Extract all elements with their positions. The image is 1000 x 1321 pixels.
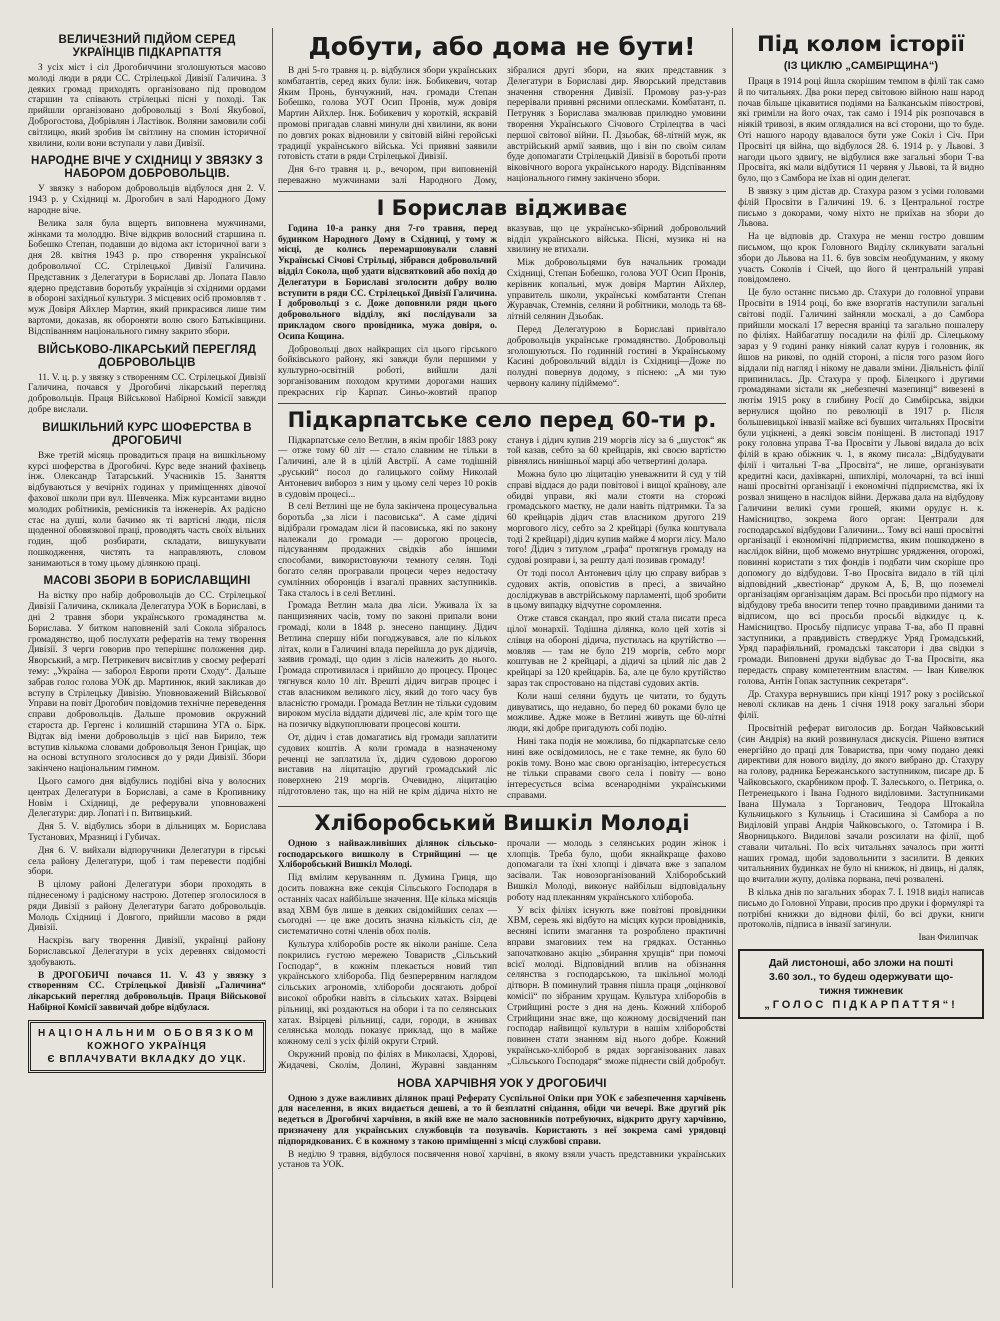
banner-line: Є ВПЛАЧУВАТИ ВКЛАДКУ ДО УЦК. xyxy=(47,1053,247,1065)
article-paragraph: Година 10-а ранку дня 7-го травня, перед будинком Народного Дому в Східниці, у тому ж місці, де колись перемаршовували славні Українські Січові Стрільці, зібрався добровольчий відділ Сокола, щоб удати відсвятковий або похід до Делегатури в Бориславі зголосити добру волю вступити в ряди СС. Стрілецької Дивізії Галичина. І добровольці з с. Доже доповнили ряди цього добровольного відділу, які послідували за прикладом свого провідника, мужа довіря, о. Осипа Кощина. xyxy=(278,223,497,342)
article-paragraph: Одною з найважливіших ділянок сільсько-господарського вишколу в Стрийщині — це Хліборобський Вишкіл Молоді. xyxy=(278,838,497,871)
ad-line: 3.60 зол., то будеш одержувати що- xyxy=(769,971,953,984)
article-paragraph: Одною з дуже важливих ділянок праці Реферату Суспільної Опіки при УОК є забезпечення харчівень для населення, в яких видається дешеві, а то й безплатні снідання, обіди чи вечері. Вже другий рік ведеться в Дрогобичі харчівня, в якій вже не мало засновників потребуючих, відкрито другу харчівню, призначену для українських службовців та позувачів. Користають з неї зокрема самі урядовці підпорядкованих. Є в кожному з такою приміщенні з місці службові справи. xyxy=(278,1093,726,1147)
banner-line: НАЦІОНАЛЬНИМ ОБОВЯЗКОМ xyxy=(38,1027,256,1039)
section-divider xyxy=(278,403,726,404)
article-paragraph: В кілька днів по загальних зборах 7. І. 1918 виділ написав письмо до Головної Управи, просив про друки і формулярі та потрібні книжки до віднови філії, бо всі друки, книги протоколів, підписа в інвазії загинули. xyxy=(738,887,984,931)
article-paragraph: В звязку з цим дістав др. Стахура разом з усіми головами філій Просвіти в Галичині 19. 6. з Центральної гостре письмо з докорами, чому ніхто не приїхав на збори до Львова. xyxy=(738,186,984,230)
article-headline: Хліборобський Вишкіл Молоді xyxy=(314,810,690,835)
article-paragraph: Це було останнє письмо др. Стахури до головної управи Просвіти в 1914 році, бо вже взоргатів наступили загальні світові події. Галичині зайняли москалі, а до Самбора прийшли москалі 17 вересня враніці та загально пошалеру по філіях. Найбагатшу посадили на філії др. Сілецькому зараз у 9 годині ранку ніякий салат курув і головник, як йшов на рикові, по одній стороні, а після того разом його віддали під нагляд і нікому не давали зміни. Діяльність філії припинилась. Др. Стахура у проф. Білецкого і другими громадянами зістали як „небезпечні мазепинці“ вивезені в лютім 1915 року в глибину Росії до Симбірська, звідки вернулися щойно по революції в 1917 р. Після большевицької інвазії майже всі бувших читальнях Просвіти були уцікнені, а деякі зовсім поніщені. В листопаді 1917 року головна управа Т-ва Просвіти у Львові видала до всіх філій в краю обіжник ч. 1, в якому писала: „Відбудувати філії і читальні Т-ва „Просвіта“, не лише, організувати кредитні каси, дахівкарні, шпихлірі, молочарні, та всі інші наші просвітні організації і економічні підприємства, які їх розвал знищено в наслідок війни. Держава дала на відбудову Галичини великі суми грошей, якими орудує н. к. Намісництво, зокрема його орган: Централи для господарської відбудови Галичини... Тому всі наші просвітні організації і економічні підприємства, яким пошкоджено в наслідок війни, щоб можемо внутрішнє урядження, огорожі, повинні користати з тих фондів і подбати чим скоріше про допомогу до відбудови. Т-во Просвіта видало в тій цілі відповідний „квестіонар“ друком А, Б, В, що поземелі організаціям організаціям дарам. Всі просьби про підмогу на відбудову треба вносити тепер точно правдивими даними та відписом, що всі просьби просьбі відкидує ц. к. Намісництво. Просьбу підписує управа Т-ва, або П правні заступники, а правдивість стверджує Уряд Громадський, Уряд парафіяльний, громадські таксатори і два свідки з громади. Виповнені друки відбуває до Т-ва Просвіти, яка передасть справу компетентним властям. — Іван Кивелюк голова, Антін Гопак заступник секретаря“. xyxy=(738,288,984,687)
article-headline: ВЕЛИЧЕЗНИЙ ПІДЙОМ СЕРЕД УКРАЇНЦІВ ПІДКАРПАТТЯ xyxy=(58,34,236,59)
column-center xyxy=(278,28,726,1318)
article-headline: НОВА ХАРЧІВНЯ УОК У ДРОГОБИЧІ xyxy=(397,1077,607,1090)
article-paragraph: Дня 5. V. відбулись збори в дільницях м. Борислава Тустанових, Мразниці і Губичах. xyxy=(28,822,266,844)
article-body xyxy=(278,66,726,187)
article-paragraph: Громада Ветлин мала два ліси. Уживала їх за панщизняних часів, тому по законі припали вони громаді, коли в 1848 р. знесено панщину. Дідич Ветлина спершу ніби погоджувався, але по кількох літах, коли в Галичині влада перейшла до рук дідичів, заявив громаді, що один з лісів належить до нього. Громада спротивилася і прийшло до процесу. Процес тягнувся коло 10 літ. Врешті дідич виграв процес і став власником великого лісу, який до того часу був власністю громади. Громада Ветлин не тільки судовим вироком мусіла віддати дідичеві ліс, але крім того ще на позичку відкупоплювати процесові кошти. xyxy=(278,601,497,731)
article-headline: ВИШКІЛЬНИЙ КУРС ШОФЕРСТВА В ДРОГОБИЧІ xyxy=(42,421,252,447)
article-paragraph: В дні 5-го травня ц. р. відбулися збори українських комбатантів, серед яких були: інж. Бобикевич, чотар Яким Пронь, бунчужний, нач. громади Степан Бобешко, голова УОТ Осип Пронів, муж довіря Мартин Айхлер. Інж. Бобикевич у короткій, яскравій промові пригадав славні минули дні хвилини, як вони по довгих роках відновили у світовій війні геройські традиції українського війська. Усі приявні заявили готовість стати в ряди Стрілецької Дивізії. xyxy=(278,66,497,163)
ad-line: тижня тижневик xyxy=(819,985,903,998)
article-body xyxy=(278,839,726,1072)
article-paragraph: Просвітній реферат виголосив др. Богдан Чайковський (син Андрія) на який розвинулася дискусія. Рішено взятися енергійно до праці для Товариства, при чому подано деякі директиви для нового виділу, до якого вибрано др. Стахуру на голову, радника Бережанського заступником, писаре др. Б Чайковського, скарбником проф. Т. Залеського, о. Петрика, о. Петренецького і Івана Годного виділовими. Заступниками Івана Шумала з Торганович, Теодора Штокайла Кульчицького з Кульчиць і Стасишина зі Самбора а по Виділовій управі Андрія Чайковського, о. Татомира і В. Яворницького. Видилові зачали розсилати на філії, щоб ставали читальні. По всіх читальнях зачалось при житті наших громад, щоби задовольнити з засилити. В деяких читальняних будинках не було ні книжок, ні двиць, ні даляк, що вчиталии жупу, долівка порвана, печі розвалені. xyxy=(738,724,984,886)
article-paragraph: Цього самого дня відбулись подібні віча у волосних центрах Делегатури в Бориславі, а саме в Кропивнику Новім і Східниці, де реферували уповноважені Делегатури: дир. Лопаті і п. Витвицький. xyxy=(28,777,266,820)
ad-line: Дай листоноші, або зложи на пошті xyxy=(768,957,954,970)
article-paragraph: З усіх міст і сіл Дрогобиччини зголошуються масово молоді люди в ряди СС. Стрілецької Дивізії Галичина. З деяких громад приходять організовано під проводом старшин та співають стрілецькі пісні у поході. Так прийшли організовано добровольці з Волі Якубової, Доброгостова, Добрівлян і Ластівок. Воляни замовили собі світлицю, який зробив їм світлину на спомин історичної хвилини, коли вони вступали у лави Дивізії. xyxy=(28,63,266,149)
article-paragraph: На вістку про набір добровольців до СС. Стрілецької Дивізії Галичина, скликала Делегатура УОК в Бориславі, в дні 2 травня збори українського громадянства м. Борислава. У битком наповненій залі Сокола зібралось громадянство, щоб послухати рефератів на тему творення Дивізії. З черги говорив про теперішнє положення дир. Яворський, а мгр. Петрикевич висвітлив у своєму рефераті тему: „Україна — заборол Европи проти Сходу“. Дальше забрав голос голова УОК др. Мартинюк, який закликав до вступу в Стрілецьку Дивізію. Уповноважений Військової Управи на повіт Дрогобич повідомив технічне переведення справи добровольців. Дальше промовив окружний староста др. Гергенс і колишній старшина УГА о. Бірк. Відтак від імени добровольців з цієї нав Бирило, теж вступив кількома словами добровольця Зенон Гриціак, що на основі вступного зголосився до у ряди Дивізії. Збори закінчено національним гимном. xyxy=(28,591,266,775)
column-divider xyxy=(732,28,733,1288)
article-paragraph: Велика заля була вщерть виповнена мужчинами, жінками та молоддю. Віче відкрив волосний старшина п. Бобешко Степан, подавши до відома акт історичної ваги з дня 28. квітня 1943 р. про створення української добровольчої СС. Стрілецької Дивізії Галичина. Представник з Делегатури в Бориславі др. Лопата Павло ядерно представив боротьбу українців зі східними ордами в обороні західньої культури. З місцевих осіб промовляв т . муж Довіря Айхлер Мартин, який прикрасився лише тим вартоми, доказав, як обороняти волю свого Батьківщини. Відспіванням національного гимну закрито збори. xyxy=(28,218,266,337)
history-article-body xyxy=(738,77,984,931)
article-headline: І Борислав відживає xyxy=(376,195,628,220)
article-paragraph: Під вмілим керуванням п. Думина Гриця, що досить поважна вже секція Сільського Господаря в останніх часах найбільше значення. Ще кілька місяців взад ХВМ був лише в деяких свідомійших селах — сьогодні — це вже досить значна кількість сіл, де систематично сотні членів обох полів. xyxy=(278,873,497,938)
article-paragraph: От тоді посол Антоневич цілу цю справу вибрав з судових актів, оповістив в пресі, а звичайно досліджував в австрійському парламенті, щоб зробити в цьому випадку відчутне соромлення. xyxy=(507,569,726,612)
article-headline: МАСОВІ ЗБОРИ В БОРИСЛАВЩИНІ xyxy=(43,575,251,588)
article-paragraph: У звязку з набором добровольців відбулося дня 2. V. 1943 р. у Східниці м. Дрогобич в залі Народного Дому народне віче. xyxy=(28,184,266,216)
article-headline: Добути, або дома не бути! xyxy=(308,32,696,61)
article-paragraph: Окружний провід по філіях в Миколаєві, Хдорові, Жидачеві, Сколім, Долині, Журавні завданням прочали — молодь з селянських родин жінок і хлопців. Треба було, щоби якнайкраще фахово допомагали та їхні хлопці і дівчата вже з запалом засівали. Так новозорганізований Хліборобський Вишкіл Молоді, виконує найбільш відповідальну роботу над плеканням українського хлібороба. xyxy=(278,838,726,1071)
article-paragraph: На це відповів др. Стахура не менш гостро довшим письмом, що крок Головного Виділу скликувати загальні збори до Львова на 11. 6. був зовсім необдуманим, у якому участь Соколів і Січей, що його й центральній управі повідомлено. xyxy=(738,232,984,286)
article-paragraph: Др. Стахура вернувшись при кінці 1917 року з російської неволі скликав на день 1 січня 1918 року загальні збори філії. xyxy=(738,689,984,722)
section-divider xyxy=(278,806,726,807)
article-signature: Іван Филипчак xyxy=(918,933,978,944)
article-paragraph: Вже третій місяць провадиться праця на вишкільному курсі шоферства в Дрогобичі. Курс веде знаний фахівець інж. Олександр Татарський. Учасників 15. Заняття відбуваються у вечірніх годинах у приміщеннях дівочої фахової школи при вул. Шевченка. Між курсантами видно молодих робітників, ремісників та інженерів. Ах радісно стає на душі, коли бачимо як ті вартісні люди, після щоденної обовязкової праці, проводять часть своїх вільних годин, щоб розбирати, складати, вишукувати пошкодження, чистять та направляють, словом занимаються в тому цьому ділянкою праці. xyxy=(28,450,266,569)
article-paragraph: Можна було цю ліцитацію уневажнити й суд у тій справі віддася до ради повітової і вищої країнову, але обидві управи, які мали стояти на сторожі громадського маєтку, не дали навіть підтримки. Та за 60 крейцарів дідич став власником другого 219 моргового лісу, себто за 2 крейцарі (булка коштувала тоді 2 крейцарі) дідич купив майже 4 морги лісу. Мало того! Дідич з титулом „графа“ протягнув громаду на судові розправи і, за решту далі позивав громаду! xyxy=(507,469,726,567)
article-paragraph: Добровольці двох найкращих сіл цього гірського бойківського району, які завжди були першими у культурно-освітній роботі, вийшли далі зорганізованим походом крутими дорогами наших прекрасних гір Карпат. Синьо-жовтий прапор вказував, що це українсько-збірний добровольчий відділ українського війська. Пісні, музика ні на хвилину не втихали. xyxy=(278,223,726,398)
article-paragraph: Наскрізь вагу творення Дивізії, українці району Бориславської Делегатури в усіх деревнях свідомості здобувають. xyxy=(28,936,266,968)
article-paragraph: В селі Ветлині ще не була закінчена процесувальна боротьба „за ліси і пасовиська“. А саме дідичі відібрали громадам ліси й пасовиська, які по закону належали до громади — дорогою процесів, підсуванням продажних свідків або іншими способами, використовуючи темноту селян. Тоді богато селян програвали процеси через недостачу сумлінних оборонців і взагалі правних заступників. Така сталось і в селі Ветлині. xyxy=(278,502,497,599)
article-paragraph: Підкарпатське село Ветлин, в якім пробіг 1883 року — отже тому 60 літ — стало славним не тільки в Галичині, але й в цілій Австрії. А саме тодішній „руський“ посол до галицького сойму Николай Антоневич вибороз з ним у цьому селі через 10 років в судовім процесі... xyxy=(278,435,497,500)
article-body xyxy=(278,224,726,399)
article-paragraph: В ДРОГОБИЧІ почався 11. V. 43 у звязку з створенням СС. Стрілецької Дивізії „Галичина“ лікарський перегляд добровольців. Праця Військової Набірної Комісії заввичай добре відбулася. xyxy=(28,970,266,1013)
article-paragraph: 11. V. ц. р. у звязку з створенням СС. Стрілецької Дивізії Галичина, почався у Дрогобичі лікарський перегляд добровольців. Праця Військової Набірної Комісії завжди добре вислали. xyxy=(28,372,266,415)
newspaper-page xyxy=(28,28,984,1318)
article-headline: Підкарпатське село перед 60-ти р. xyxy=(287,407,717,432)
article-paragraph: Культура хліборобів росте як ніколи раніше. Села покрились густою мережею Товариств „Сільський Господар“, в кожнім плекається новий тип українського хлібороба. Під безперервним наглядом сільських агрономів, хлібороби досягають доброї високої обробки навіть в сільських хатах. Взірцеві рільниці, які роздаються на обори і та по селянських хатах. Взірцеві рільниці, сади, городи, в жнивах селянська молодь показує приклад, що в майже кожному селі з усіх філій округи Стрий. xyxy=(278,939,497,1048)
article-paragraph: В неділю 9 травня, відбулося посвячення нової харчівні, в якому взяли участь представники українських установ та УОК. xyxy=(278,1149,726,1171)
history-headline: Під колом історії xyxy=(757,32,965,56)
article-paragraph: Перед Делегатурою в Бориславі привітало добровольців українське громадянство. Добровольці зголошуються. По годинній гостині в Українському Касині добровольчий відділ із Східниці—Доже по полудні повернув додому, з піснею: „А ми тую червону калину підіймемо“. xyxy=(507,324,726,389)
article-paragraph: Дня 6. V. вийхали відпоручники Делегатури в гірські села району Делегатури, щоб і там перевести подібні збори. xyxy=(28,845,266,878)
column-divider xyxy=(272,28,273,1288)
article-paragraph: У всіх філіях існують вже повітові провідники ХВМ, серезь які відбуто на місцях курси провідників, весняні іспити змагання та розроблено практичні вправи змаговиих тем на грядках. Останньо започатковано акцію „збирання хрущів“ при помочі всієї молоді. Відповідний вплив на обізнання селянства з господарською, та шкільної молоді дітворн. В поминулий травня пішла праця „оцінкової комісії“ по зібраним хрущам. Культура хліборобів в Стрийщині росте з дня на день. Кожний хлібороб Стрийщини знає вже, що кожному досвідчений пан господар найвищої культури в нашім хліборобстві повинен стати знанням від нього добре. Кожний українсько-хлібороб в рядах зорганізованих лавах „Сільського Господаря“ зможе піднести свій добробут. xyxy=(507,905,726,1067)
article-paragraph: Нині така подія не можлива, бо підкарпатське село нині вже освідомилось, не є таке темне, як було 60 років тому. Воно має свою організацію, інтересується не тільки справами свого села і повіту — воно інтересується всіма всенародніми українськими справами. xyxy=(507,737,726,802)
article-body xyxy=(278,436,726,802)
subscription-ad xyxy=(738,949,984,1019)
article-paragraph: Отже стався скандал, про який стала писати преса цілої монархії. Тодішна ділянка, коло цей хотів зі слівця на обороні дідича, пустилась на крутійство — мовляв — там не було 219 моргів, себто морг коштував не 2 крейцарі, а дідичі за цілий ліс дав 2 крейцарі за 120 крейцарів. Ба, але це було крутійство зараз так спростовано на підставі судових актів. xyxy=(507,614,726,690)
article-headline: НАРОДНЕ ВІЧЕ У СХІДНИЦІ У ЗВЯЗКУ З НАБОРОМ ДОБРОВОЛЬЦІВ. xyxy=(30,155,264,181)
article-paragraph: Між добровольцями був начальник громади Східниці, Степан Бобешко, голова УОТ Осип Пронів, керівник копальні, муж довіря Мартин Айхлер, управитель школи, українські комбатанти Степан Журавчак, Стемнів, селяни й робітники, молодь та 68-літній селянин Дзьобак. xyxy=(507,258,726,323)
article-headline: ВІЙСЬКОВО-ЛІКАРСЬКИЙ ПЕРЕГЛЯД ДОБРОВОЛЬЦІВ xyxy=(37,343,257,369)
section-divider xyxy=(278,191,726,192)
article-paragraph: Дня 6-го травня ц. р., вечором, при виповненій переважно мужчинами залі Народного Дому, зібралися другі збори, на яких представник з Делегатури в Бориславі дир. Яворський представив значення створення Дивізії. Промову раз-у-раз перерівали приявні рясними оплесками. Комбатант, п. Петруняк з Борислава змалював прилюдно умовини творення Українського Січового Стрілецтва в часі першої світової війни. П. Дзьобак, 68-літній муж, як австрійський армії заявив, що і він по своїм силам буде допомагати Стрілецькій Дивізії в боротьбі проти віковічного ворога українського народу. Відспіванням національного гимну закінчено збори. xyxy=(278,66,726,186)
article-paragraph: От, дідич і став домагатись від громади заплатити судових коштів. А коли громада в назначеному реченці не заплатила їх, дідич судовою дорогою виставив на ліцитацію другий громадський ліс поверхнею 219 моргів. Очевидно, ліцитацію підготовлено так, що на ній не крім дідича ніхто не станув і дідич купив 219 моргів лісу за 6 „шусток“ як той казав, себто за 60 крейцарів, які своєю вартістю рівнялись нинішньої марці або четвертині долара. xyxy=(278,435,726,798)
article-body xyxy=(278,1094,726,1172)
uck-banner xyxy=(28,1020,266,1073)
article-paragraph: Праця в 1914 році йшла скорішим темпом в філії так само й по читальнях. Два роки перед світовою війною наш народ почав більше цікавитися подіями на Балканськім півострові, які гриміли на його очах, так само і 1914 рік розпочався в ніякій тривозі, в яким оглядалися на всі сторони, що то буде. Оті нашого народу вдавалося бути уже Сокіл і Січ. При Просвіті ця війна, що відбулося 28. 6. 1914 р. у Львові. З нагоди цього здвигу, не відбулися вже загальні збори Т-ва Просвіта, які мали відбутися 11 червня у Львові, та й видно було, що з Самбора не їхав ні один делегат. xyxy=(738,77,984,185)
history-subheadline: (ІЗ ЦИКЛЮ „САМБІРЩИНА“) xyxy=(783,60,939,72)
column-left xyxy=(28,28,266,1318)
article-paragraph: В цілому районі Делегатури збори проходять в піднесеному і радісному настрою. Дотепер зголосилося в ряди Дивізії з району Делегатури багато добровольців. Молодь Східниці і Довгого, прийшли масово в ряди Дивізії. xyxy=(28,880,266,934)
ad-paper-name: „ГОЛОС ПІДКАРПАТТЯ“! xyxy=(764,999,958,1012)
banner-line: КОЖНОГО УКРАЇНЦЯ xyxy=(87,1040,207,1052)
article-paragraph: Коли наші селяни будуть це читати, то будуть дивуватись, що недавно, бо перед 60 роками було це можливе. Адже може в Ветлині живуть ще 60-літні люди, які добре пригадують собі подію. xyxy=(507,691,726,735)
column-right xyxy=(738,28,984,1318)
